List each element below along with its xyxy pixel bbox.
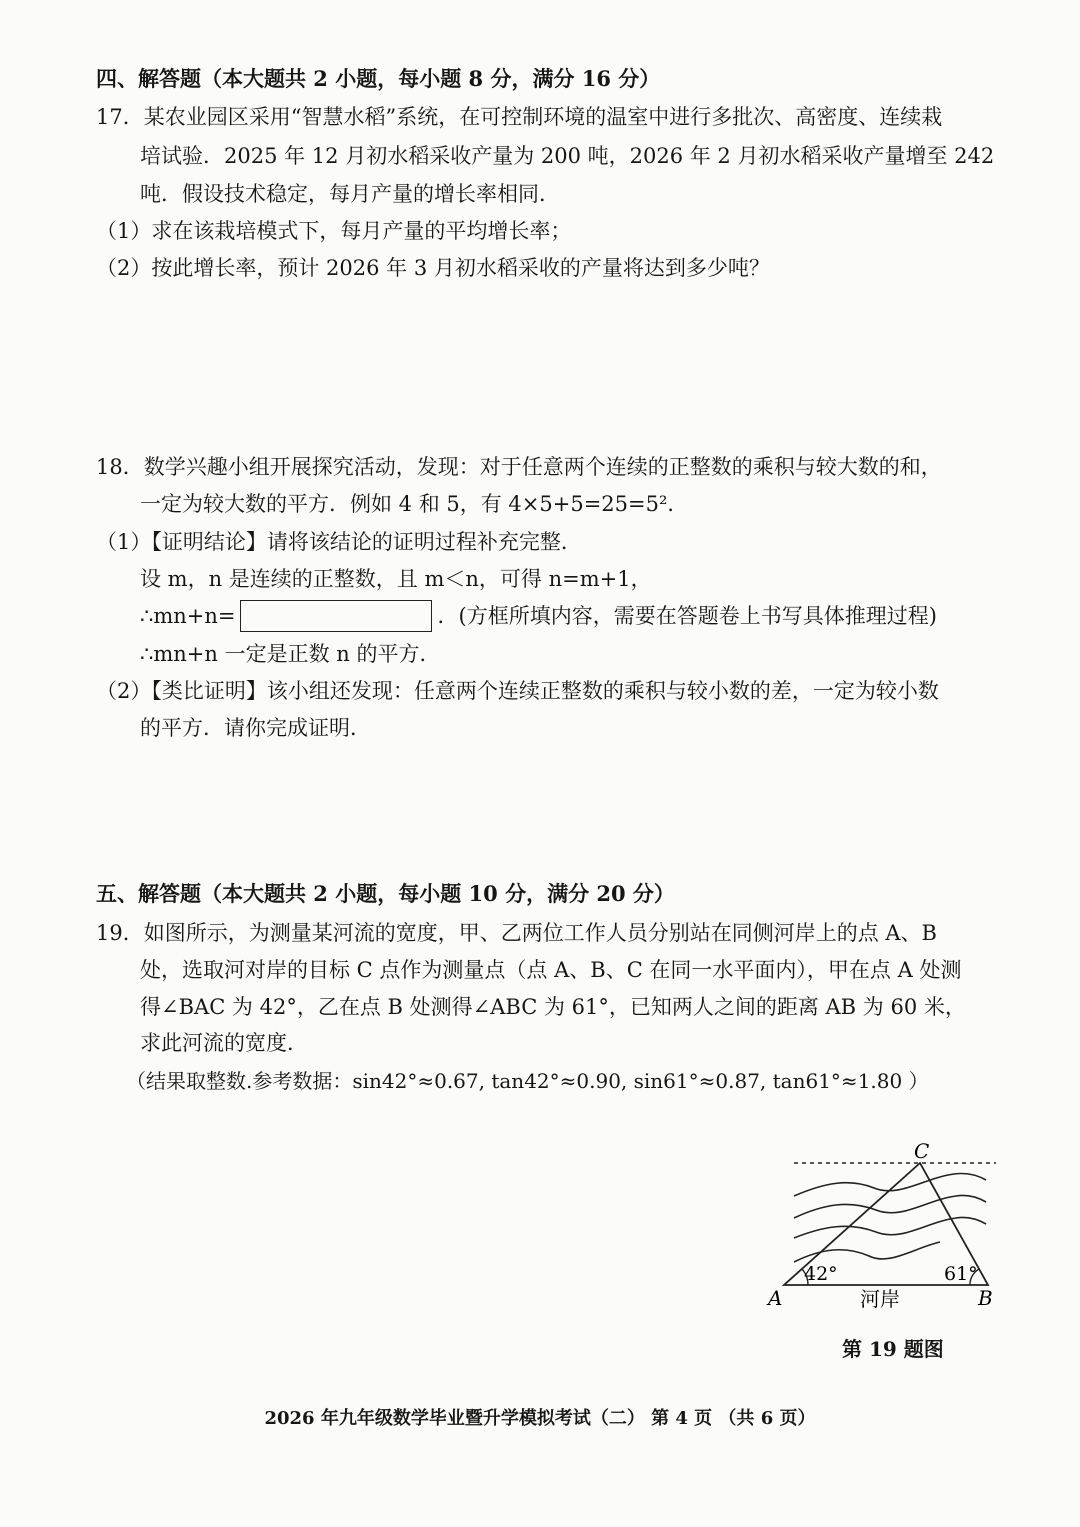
q18-therefore-1 <box>140 600 937 632</box>
q19-figure <box>764 1138 1004 1322</box>
q18-part-1-title: （1）【证明结论】请将该结论的证明过程补充完整． <box>96 530 582 554</box>
q18-setup: 设 m，n 是连续的正整数，且 m＜n，可得 n=m+1， <box>140 567 652 591</box>
q18-therefore-1-prefix: ∴mn+n= <box>140 604 236 628</box>
q17-line-1: 17．某农业园区采用“智慧水稻”系统，在可控制环境的温室中进行多批次、高密度、连续栽 <box>96 105 943 129</box>
q18-line-1: 18．数学兴趣小组开展探究活动，发现：对于任意两个连续的正整数的乘积与较大数的和， <box>96 455 942 479</box>
q17-part-1: （1）求在该栽培模式下，每月产量的平均增长率； <box>96 219 572 243</box>
page-footer: 2026 年九年级数学毕业暨升学模拟考试（二） 第 4 页 （共 6 页） <box>264 1408 816 1429</box>
river-wave-3 <box>794 1217 986 1238</box>
figure-caption: 第 19 题图 <box>842 1337 944 1361</box>
q18-part-2-line-1: （2）【类比证明】该小组还发现：任意两个连续正整数的乘积与较小数的差，一定为较小数 <box>96 679 939 703</box>
q19-line-1: 19．如图所示，为测量某河流的宽度，甲、乙两位工作人员分别站在同侧河岸上的点 A、B <box>96 921 937 945</box>
q18-therefore-2: ∴mn+n 一定是正数 n 的平方． <box>140 642 441 666</box>
q19-line-3: 得∠BAC 为 42°，乙在点 B 处测得∠ABC 为 61°，已知两人之间的距离 AB 为 60 米， <box>140 995 966 1019</box>
river-wave-4 <box>794 1242 940 1262</box>
q17-part-2: （2）按此增长率，预计 2026 年 3 月初水稻采收的产量将达到多少吨？ <box>96 256 770 280</box>
label-a: A <box>768 1286 783 1310</box>
river-bank-label: 河岸 <box>860 1287 900 1311</box>
q18-therefore-1-suffix: ．(方框所填内容，需要在答题卷上书写具体推理过程) <box>437 604 937 628</box>
river-wave-2 <box>794 1195 986 1218</box>
q17-line-2: 培试验．2025 年 12 月初水稻采收产量为 200 吨，2026 年 2 月初水稻采收产量增至 242 <box>140 144 995 168</box>
angle-b-label: 61° <box>944 1263 978 1285</box>
q18-part-2-line-2: 的平方．请你完成证明． <box>140 716 371 740</box>
answer-fill-box <box>240 600 432 632</box>
q17-line-3: 吨．假设技术稳定，每月产量的增长率相同． <box>140 182 560 206</box>
section-5-heading: 五、解答题（本大题共 2 小题，每小题 10 分，满分 20 分） <box>96 881 675 906</box>
q19-reference-data: （结果取整数.参考数据：sin42°≈0.67, tan42°≈0.90, sin61°≈0.87, tan61°≈1.80 ） <box>126 1069 929 1093</box>
q19-line-2: 处，选取河对岸的目标 C 点作为测量点（点 A、B、C 在同一水平面内），甲在点 A 处测 <box>140 958 962 982</box>
river-triangle-diagram <box>764 1138 1004 1318</box>
q19-line-4: 求此河流的宽度． <box>140 1031 308 1055</box>
river-wave-1 <box>794 1173 986 1196</box>
label-c: C <box>914 1139 930 1163</box>
section-4-heading: 四、解答题（本大题共 2 小题，每小题 8 分，满分 16 分） <box>96 66 661 91</box>
q18-line-2: 一定为较大数的平方．例如 4 和 5，有 4×5+5=25=5²． <box>140 492 689 516</box>
label-b: B <box>978 1286 993 1310</box>
angle-a-label: 42° <box>804 1263 838 1285</box>
